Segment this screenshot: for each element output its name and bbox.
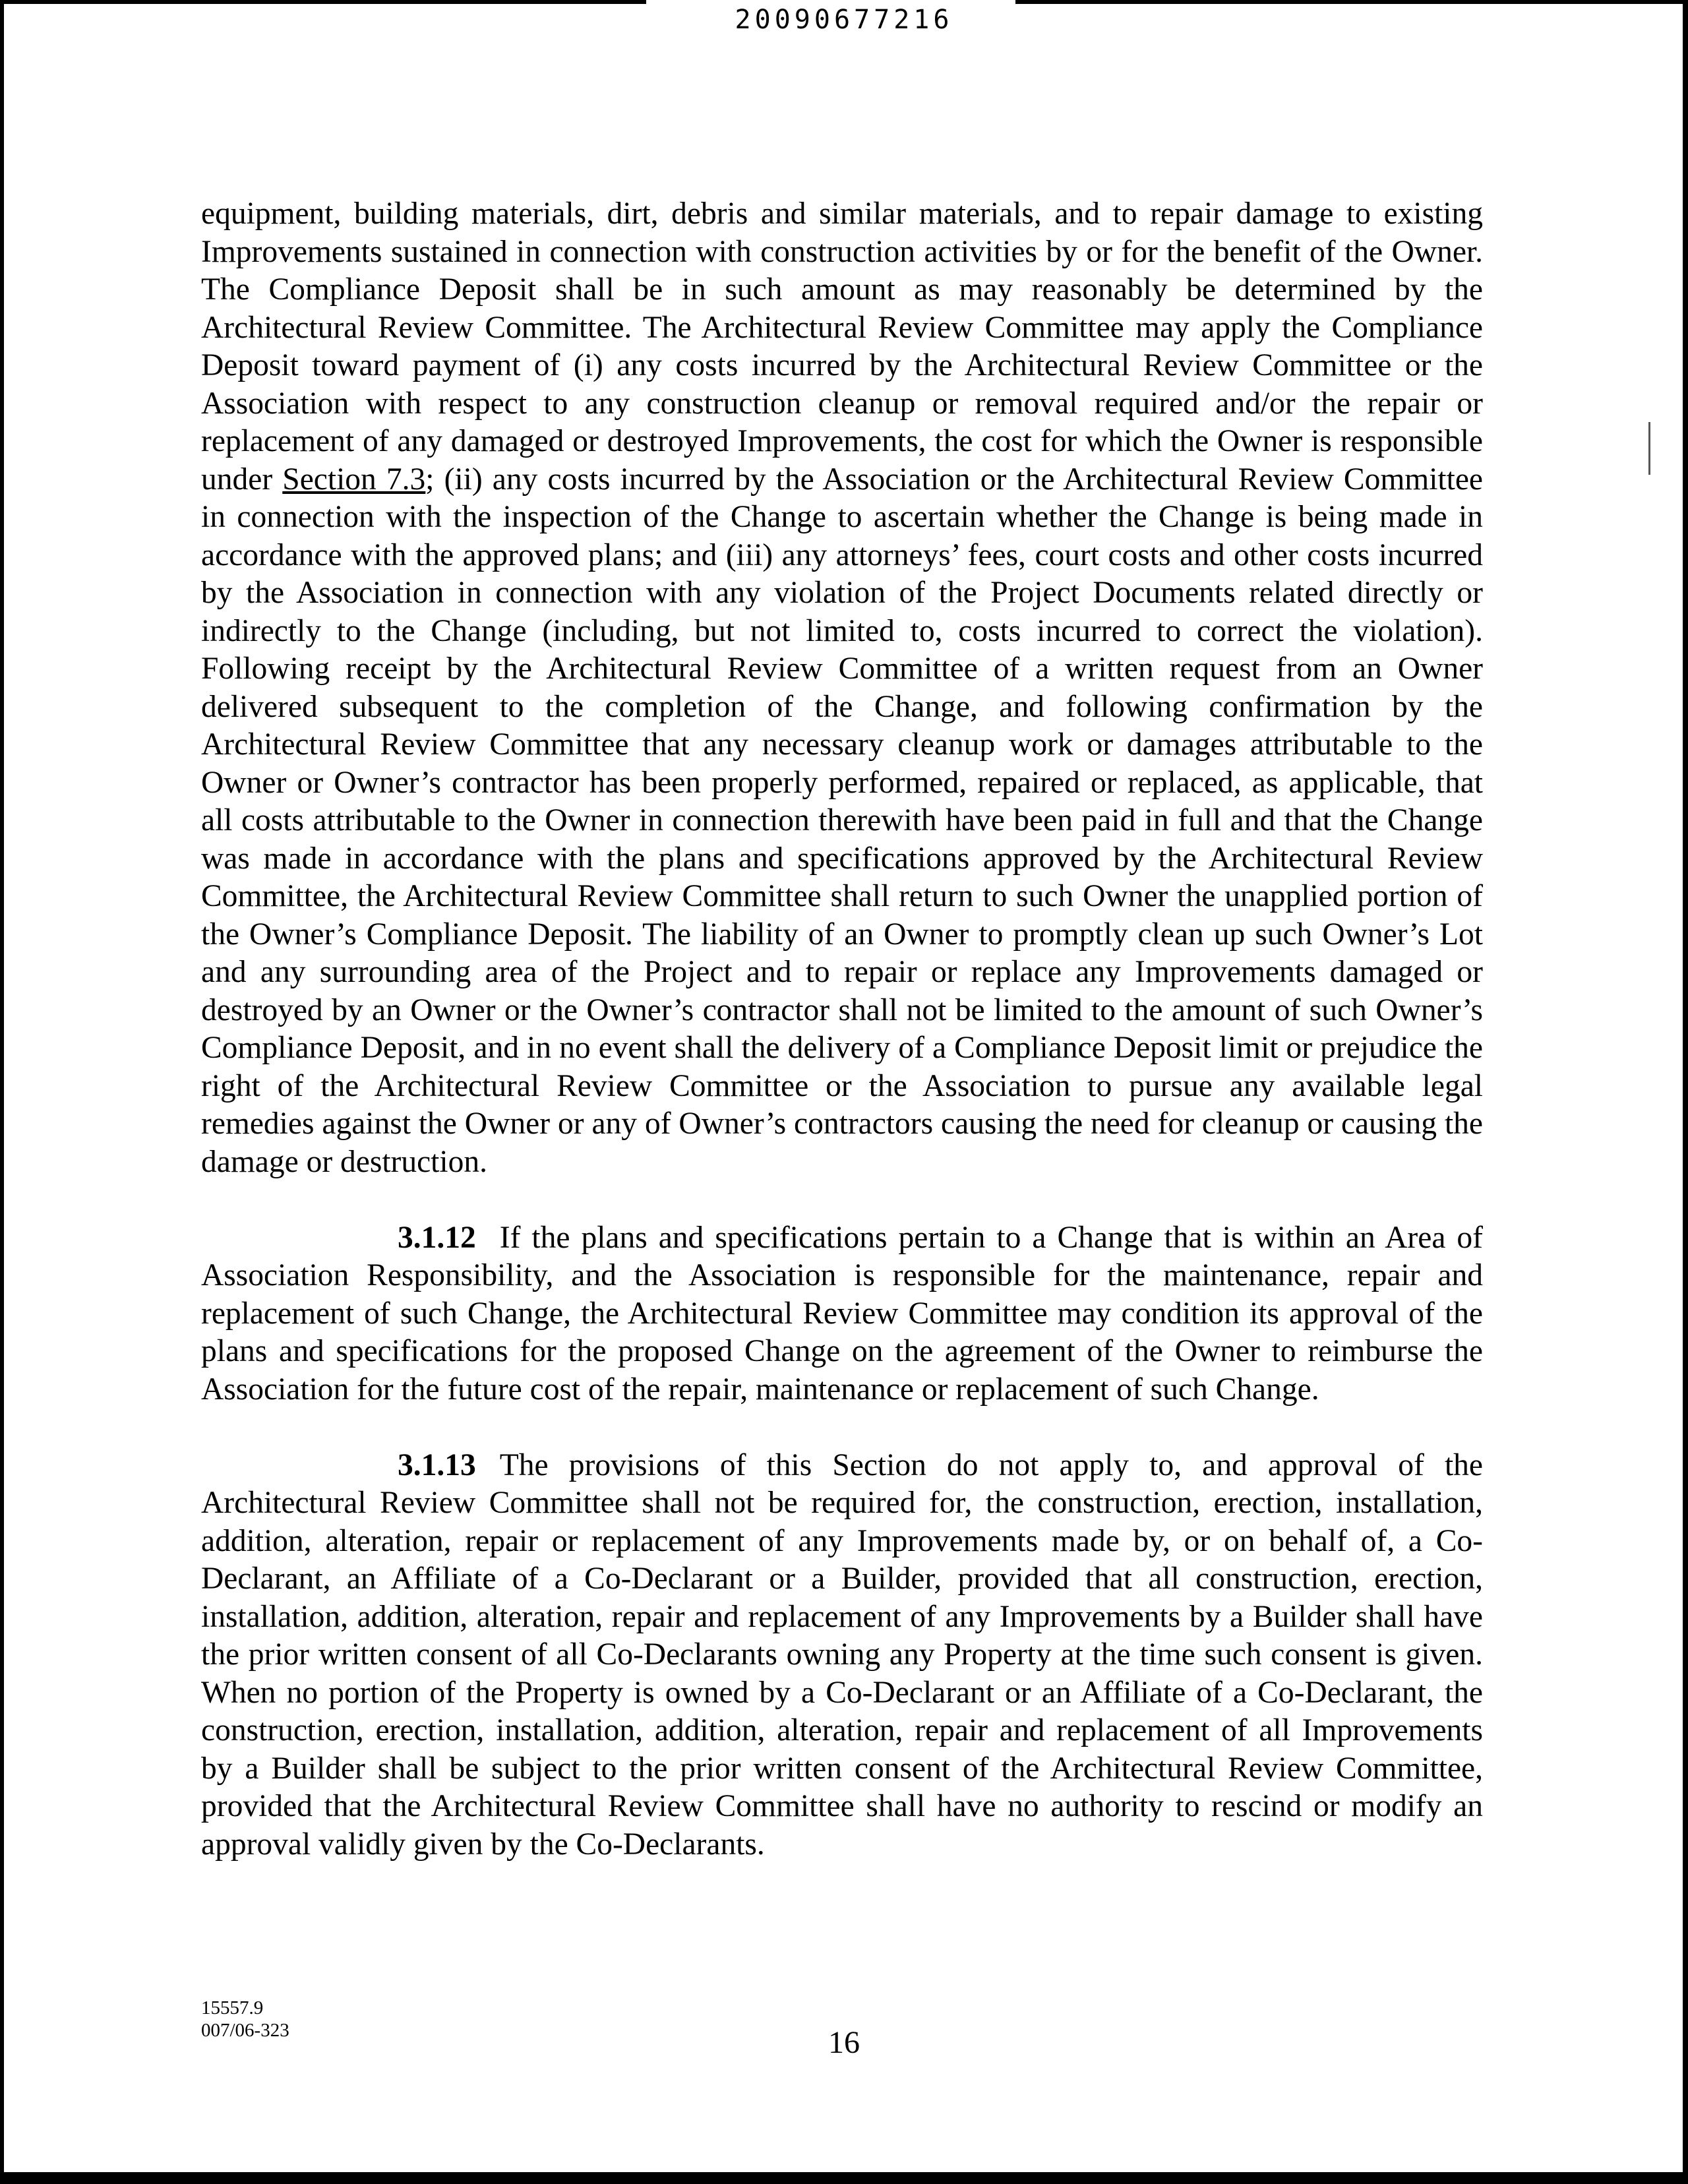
- document-number: 20090677216: [735, 5, 953, 35]
- document-body: [201, 195, 1483, 1902]
- scan-border-left: [0, 0, 4, 2184]
- scan-border-right: [1683, 0, 1688, 2184]
- section-number: 3.1.12: [398, 1220, 476, 1255]
- section-text: If the plans and specifications pertain to a Change that is within an Area of Association Responsibility, and the Association is responsible for the maintenance, repair and replacement of such Change, the Architectural Review Committee may condition its approval of the plans and specifications for the proposed Change on the agreement of the Owner to reimburse the Association for the future cost of the repair, maintenance or replacement of such Change.: [201, 1220, 1483, 1407]
- section-text: The provisions of this Section do not apply to, and approval of the Architectural Review Committee shall not be required for, the construction, erection, installation, addition, alteration, repair or replacement of any Improvements made by, or on behalf of, a Co-Declarant, an Affiliate of a Co-Declarant or a Builder, provided that all construction, erection, installation, addition, alteration, repair and replacement of any Improvements by a Builder shall have the prior written consent of all Co-Declarants owning any Property at the time such consent is given. When no portion of the Property is owned by a Co-Declarant or an Affiliate of a Co-Declarant, the construction, erection, installation, addition, alteration, repair and replacement of all Improvements by a Builder shall be subject to the prior written consent of the Architectural Review Committee, provided that the Architectural Review Committee shall have no authority to rescind or modify an approval validly given by the Co-Declarants.: [201, 1447, 1483, 1862]
- scan-artifact-mark: [1648, 422, 1650, 475]
- footer-code-line: 15557.9: [201, 1997, 264, 2018]
- section-3-1-12: [201, 1219, 1483, 1409]
- paragraph-text: equipment, building materials, dirt, debris and similar materials, and to repair damage to existing Improvements sustained in connection with construction activities by or for the benefit of the Owner. The Compliance Deposit shall be in such amount as may reasonably be determined by the Architectural Review Committee. The Architectural Review Committee may apply the Compliance Deposit toward payment of (i) any costs incurred by the Architectural Review Committee or the Association with respect to any construction cleanup or removal required and/or the repair or replacement of any damaged or destroyed Improvements, the cost for which the Owner is responsible under: [201, 197, 1483, 497]
- paragraph-text-continued: ; (ii) any costs incurred by the Association or the Architectural Review Committee in connection with the inspection of the Change to ascertain whether the Change is being made in accordance with the approved plans; and (iii) any attorneys’ fees, court costs and other costs incurred by the Association in connection with any violation of the Project Documents related directly or indirectly to the Change (including, but not limited to, costs incurred to correct the violation). Following receipt by the Architectural Review Committee of a written request from an Owner delivered subsequent to the completion of the Change, and following confirmation by the Architectural Review Committee that any necessary cleanup work or damages attributable to the Owner or Owner’s contractor has been properly performed, repaired or replaced, as applicable, that all costs attributable to the Owner in connection therewith have been paid in full and that the Change was made in accordance with the plans and specifications approved by the Architectural Review Committee, the Architectural Review Committee shall return to such Owner the unapplied portion of the Owner’s Compliance Deposit. The liability of an Owner to promptly clean up such Owner’s Lot and any surrounding area of the Project and to repair or replace any Improvements damaged or destroyed by an Owner or the Owner’s contractor shall not be limited to the amount of such Owner’s Compliance Deposit, and in no event shall the delivery of a Compliance Deposit limit or prejudice the right of the Architectural Review Committee or the Association to pursue any available legal remedies against the Owner or any of Owner’s contractors causing the need for cleanup or causing the damage or destruction.: [201, 462, 1483, 1179]
- section-3-1-13: [201, 1447, 1483, 1864]
- scan-border-bottom: [0, 2172, 1688, 2184]
- section-reference: Section 7.3: [282, 462, 426, 497]
- paragraph-compliance-deposit: [201, 195, 1483, 1181]
- page-number: 16: [828, 2025, 860, 2060]
- section-number: 3.1.13: [398, 1447, 476, 1482]
- footer-code-line: 007/06-323: [201, 2020, 289, 2041]
